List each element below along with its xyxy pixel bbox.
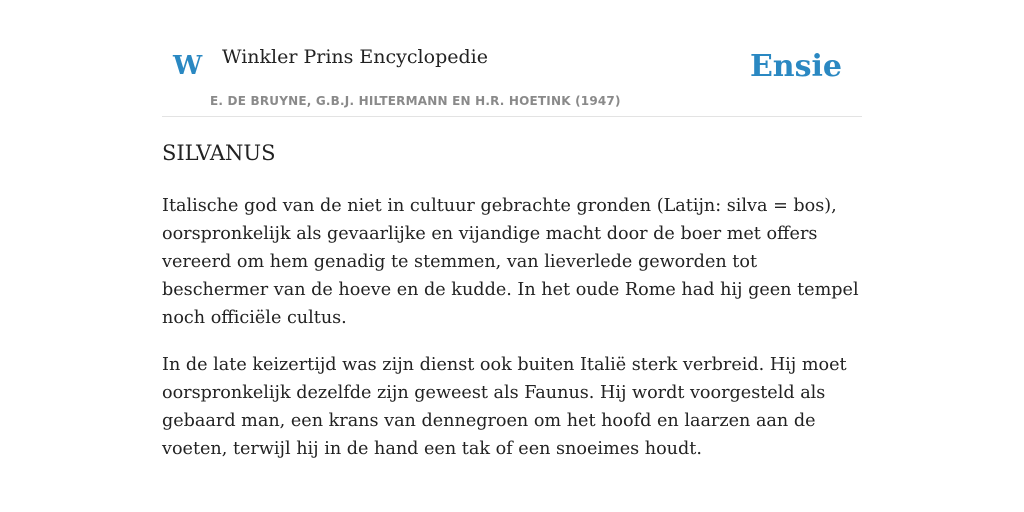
entry-body bbox=[162, 192, 862, 482]
entry-title: SILVANUS bbox=[162, 141, 276, 165]
page bbox=[162, 0, 862, 459]
source-header bbox=[162, 0, 862, 117]
source-title[interactable]: Winkler Prins Encyclopedie bbox=[222, 46, 488, 68]
source-logo[interactable]: W bbox=[173, 51, 203, 81]
source-authors: E. DE BRUYNE, G.B.J. HILTERMANN EN H.R. HOETINK (1947) bbox=[210, 94, 621, 108]
entry-paragraph: In de late keizertijd was zijn dienst ook buiten Italië sterk verbreid. Hij moet oorspronkelijk dezelfde zijn geweest als Faunus. Hij wordt voorgesteld als gebaard man, een krans van dennegroen om het hoofd en laarzen aan de voeten, terwijl hij in de hand een tak of een snoeimes houdt. bbox=[162, 355, 847, 459]
entry-paragraph: Italische god van de niet in cultuur gebrachte gronden (Latijn: silva = bos), oorspronkelijk als gevaarlijke en vijandige macht door de boer met offers vereerd om hem genadig te stemmen, van lieverlede geworden tot beschermer van de hoeve en de kudde. In het oude Rome had hij geen tempel noch officiële cultus. bbox=[162, 196, 859, 328]
brand-logo-link[interactable]: Ensie bbox=[749, 49, 842, 84]
